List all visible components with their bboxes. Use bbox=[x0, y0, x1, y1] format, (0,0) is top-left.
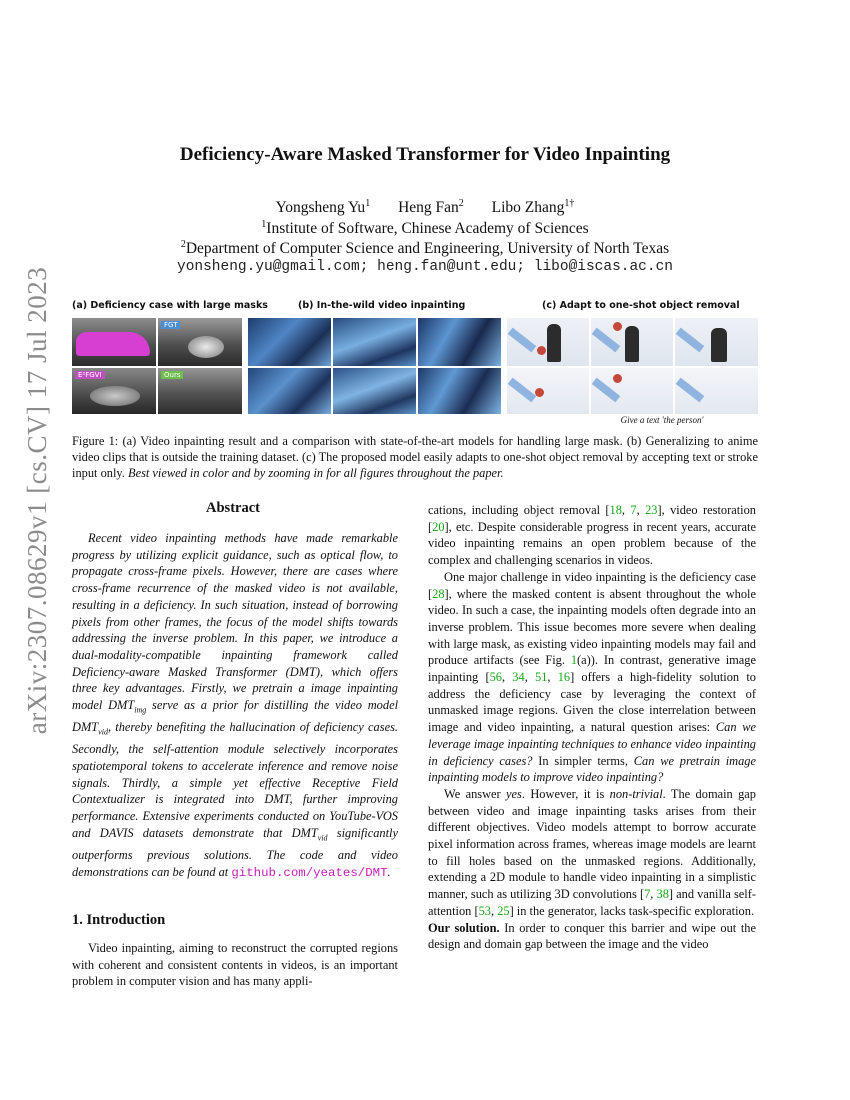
citation[interactable]: 7 bbox=[630, 503, 637, 517]
person-frame-3 bbox=[675, 318, 758, 366]
citation[interactable]: 56 bbox=[489, 670, 502, 685]
anime-frame-5 bbox=[333, 368, 416, 414]
text-prompt-caption: Give a text 'the person' bbox=[620, 415, 704, 425]
anime-frame-6 bbox=[418, 368, 501, 414]
abstract-heading: Abstract bbox=[206, 500, 260, 516]
code-link[interactable]: github.com/yeates/DMT bbox=[231, 865, 388, 880]
fgt-result-image: FGT bbox=[158, 318, 242, 366]
removed-frame-3 bbox=[675, 368, 758, 414]
citation[interactable]: 23 bbox=[645, 503, 658, 517]
author-emails: yonsheng.yu@gmail.com; heng.fan@unt.edu; libo@iscas.ac.cn bbox=[177, 259, 673, 275]
anime-frame-3 bbox=[418, 318, 501, 366]
author-1: Yongsheng Yu$^1$ bbox=[275, 198, 371, 217]
panel-a-label: (a) Deficiency case with large masks bbox=[72, 300, 268, 311]
figure-caption: Figure 1: (a) Video inpainting result and a comparison with state-of-the-art models for handling large mask. (b) Generalizing to anime video clips that is outside the training dataset. (c) The proposed model easily adapts to one-shot object removal by accepting text or stroke input only. Best viewed in color and by zooming in for all figures throughout the paper. bbox=[72, 434, 758, 481]
our-solution-paragraph: Our solution. In order to conquer this barrier and wipe out the design and domain gap between the image and the video bbox=[428, 920, 756, 952]
removed-frame-1 bbox=[507, 368, 589, 414]
masked-frame-image bbox=[72, 318, 156, 366]
citation[interactable]: 18 bbox=[609, 503, 622, 517]
affiliation-2: $^2$Department of Computer Science and Engineering, University of North Texas bbox=[180, 239, 670, 258]
intro-paragraph-3: We answer yes. However, it is non-trivial. The domain gap between video and image inpainting tasks arises from their different objectives. Video models attempt to borrow accurate pixel information across frames, whereas image models are learnt to fill holes based on the unmasked regions. Additionally, extending a 2D module to handle video inpainting in a simplistic manner, such as utilizing 3D convolutions [7, 38] and vanilla self-attention [53, 25] in the generator, lacks task-specific exploration. bbox=[428, 786, 756, 918]
author-2: Heng Fan$^2$ bbox=[398, 198, 464, 217]
citation[interactable]: 51 bbox=[535, 670, 548, 685]
panel-b-label: (b) In-the-wild video inpainting bbox=[298, 300, 466, 311]
anime-frame-4 bbox=[248, 368, 331, 414]
arxiv-stamp: arXiv:2307.08629v1 [cs.CV] 17 Jul 2023 bbox=[22, 266, 53, 734]
intro-heading: 1. Introduction bbox=[72, 912, 166, 928]
author-3: Libo Zhang$^{1\dagger}$ bbox=[491, 198, 575, 217]
figure-1 bbox=[72, 300, 758, 428]
citation[interactable]: 38 bbox=[656, 887, 669, 902]
citation[interactable]: 34 bbox=[512, 670, 525, 685]
right-column-text bbox=[428, 502, 756, 953]
citation[interactable]: 20 bbox=[432, 519, 445, 534]
citation[interactable]: 16 bbox=[557, 670, 571, 685]
person-frame-1 bbox=[507, 318, 589, 366]
panel-c-label: (c) Adapt to one-shot object removal bbox=[542, 300, 740, 311]
abstract-text: Recent video inpainting methods have made remarkable progress by utilizing explicit guidance, such as optical flow, to propagate cross-frame pixels. However, there are cases where cross-frame recurrence of the masked video is not available, resulting in a deficiency. In such situation, instead of borrowing pixels from other frames, the focus of the model shifts towards addressing the inverse problem. In this paper, we introduce a dual-modality-compatible inpainting framework called Deficiency-aware Masked Transformer (DMT), which offers three key advantages. Firstly, we pretrain a image inpainting model $DMT_{img}$ serve as a prior for distilling the video model $DMT_{vid}$, thereby benefiting the hallucination of deficiency cases. Secondly, the self-attention module selectively incorporates spatiotemporal tokens to accelerate inference and remove noise signals. Thirdly, a simple yet effective Receptive Field Contextualizer is integrated into DMT, further improving performance. Extensive experiments conducted on YouTube-VOS and DAVIS datasets demonstrate that $DMT_{vid}$ significantly outperforms previous solutions. The code and video demonstrations can be found at github.com/yeates/DMT. bbox=[72, 531, 399, 880]
citation[interactable]: 25 bbox=[497, 903, 510, 918]
intro-paragraph-2: One major challenge in video inpainting is the deficiency case [28], where the masked content is absent throughout the whole video. In such a case, the inpainting models often degrade into an inverse problem. This issue becomes more severe when dealing with large mask, as existing video inpainting models may fail and produce artifacts (see Fig. 1(a)). In contrast, generative image inpainting [56, 34, 51, 16] offers a high-fidelity solution to address the deficiency case by leveraging the context of unmasked image regions. Given the close interrelation between image and video inpainting, a natural question arises: Can we leverage image inpainting techniques to enhance video inpainting in deficiency cases? In simpler terms, Can we pretrain image inpainting models to improve video inpainting? bbox=[428, 569, 756, 785]
intro-paragraph-1: Video inpainting, aiming to reconstruct the corrupted regions with coherent and consistent contents in videos, is an important problem in computer vision and has many appli- bbox=[72, 941, 398, 989]
intro-paragraph-1-cont: cations, including object removal [18, 7, 23], video restoration [20], etc. Despite considerable progress in recent years, accurate video inpainting remains an open problem because of the complex and challenging scenarios in videos. bbox=[428, 503, 756, 568]
paper-title: Deficiency-Aware Masked Transformer for Video Inpainting bbox=[179, 144, 671, 165]
anime-frame-1 bbox=[248, 318, 331, 366]
ours-result-image: Ours bbox=[158, 368, 242, 414]
person-frame-2 bbox=[591, 318, 673, 366]
citation[interactable]: 7 bbox=[644, 887, 651, 902]
citation[interactable]: 53 bbox=[478, 903, 491, 918]
figure-ref[interactable]: 1 bbox=[570, 653, 578, 668]
citation[interactable]: 28 bbox=[432, 586, 445, 601]
affiliation-1: $^1$Institute of Software, Chinese Academy of Sciences bbox=[261, 219, 589, 238]
removed-frame-2 bbox=[591, 368, 673, 414]
author-list bbox=[0, 198, 850, 217]
anime-frame-2 bbox=[333, 318, 416, 366]
e2fgvi-result-image: E²FGVI bbox=[72, 368, 156, 414]
